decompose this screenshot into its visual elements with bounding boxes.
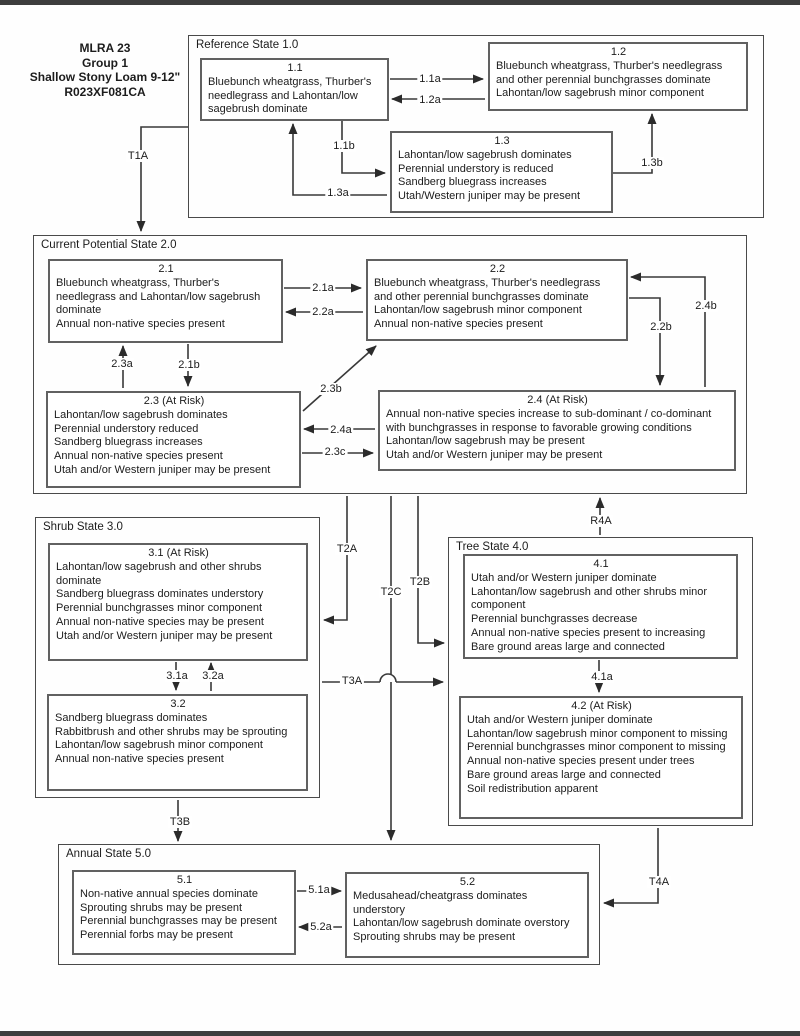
pathway-label-2-4a: 2.4a: [330, 424, 352, 436]
node-text-line: Medusahead/cheatgrass dominates understory: [353, 889, 528, 916]
transition-label-t2b: T2B: [409, 576, 431, 588]
node-title: 2.1: [158, 263, 174, 275]
pathway-label-1-1a: 1.1a: [419, 73, 441, 85]
header-site-name: Shallow Stony Loam 9-12": [29, 70, 181, 84]
node-text-line: Lahontan/low sagebrush minor component: [496, 87, 704, 100]
node-title: 1.2: [610, 46, 627, 58]
node-text-line: Perennial understory reduced: [54, 422, 199, 435]
pathway-label-2-3b: 2.3b: [320, 383, 342, 395]
node-text-line: Sandberg bluegrass increases: [54, 436, 203, 449]
pathway-2-2b-line: [629, 298, 660, 385]
node-text-line: Annual non-native species increase to sub-dominant / co-dominant with bunchgrasses in response to favorable growing conditions: [386, 407, 712, 434]
node-title: 5.2: [459, 876, 476, 888]
node-title: 2.3 (At Risk): [143, 395, 205, 407]
node-text-line: Utah and/or Western juniper may be present: [386, 449, 603, 462]
state-label: Tree State 4.0: [456, 541, 529, 553]
node-title: 4.1: [593, 558, 609, 570]
node-text-line: Annual non-native species present: [374, 318, 543, 331]
node-text-line: Utah and/or Western juniper may be present: [54, 463, 271, 476]
node-text-line: Lahontan/low sagebrush minor component: [374, 304, 582, 317]
node-title: 2.2: [489, 263, 506, 275]
node-text-line: Annual non-native species present: [55, 753, 224, 766]
node-text-line: Sprouting shrubs may be present: [80, 901, 243, 914]
state-label: Annual State 5.0: [66, 848, 152, 860]
node-title: 3.1 (At Risk): [148, 547, 209, 559]
pathway-label-1-1b: 1.1b: [333, 140, 355, 152]
node-text-line: Annual non-native species present: [54, 450, 223, 463]
pathway-label-1-3a: 1.3a: [327, 187, 349, 199]
pathway-label-1-2a: 1.2a: [419, 94, 441, 106]
node-text-line: Annual non-native species present under trees: [467, 755, 695, 768]
node-title: 4.2 (At Risk): [571, 700, 632, 712]
header-site-id: R023XF081CA: [64, 84, 146, 99]
node-text-line: Soil redistribution apparent: [467, 782, 598, 795]
state-label: Current Potential State 2.0: [41, 239, 177, 251]
node-text-line: Bluebunch wheatgrass, Thurber's needlegrass and other perennial bunchgrasses dominate: [374, 276, 601, 303]
node-text-line: Sandberg bluegrass dominates understory: [56, 588, 264, 601]
pathway-label-3-1a: 3.1a: [166, 670, 188, 682]
pathway-label-2-2b: 2.2b: [650, 321, 672, 333]
node-text-line: Perennial bunchgrasses decrease: [471, 613, 638, 626]
transition-label-t2a: T2A: [336, 543, 358, 555]
node-title: 3.2: [170, 698, 186, 710]
state-label: Shrub State 3.0: [43, 521, 123, 533]
pathway-label-2-3a: 2.3a: [111, 358, 133, 370]
node-title: 2.4 (At Risk): [527, 394, 588, 406]
transition-t2b-line: [418, 496, 444, 643]
node-title: 5.1: [176, 874, 193, 886]
node-text-line: Sandberg bluegrass dominates: [55, 711, 208, 724]
transition-t2a-line: [324, 496, 347, 620]
pathway-label-1-3b: 1.3b: [641, 157, 663, 169]
node-text-line: Bluebunch wheatgrass, Thurber's needlegrass and Lahontan/low sagebrush dominate: [56, 276, 261, 317]
node-text-line: Perennial bunchgrasses may be present: [80, 915, 277, 928]
node-text-line: Bare ground areas large and connected: [467, 768, 661, 781]
node-text-line: Lahontan/low sagebrush minor component: [55, 739, 263, 752]
node-text-line: Annual non-native species present: [56, 318, 225, 331]
restoration-label-r4a: R4A: [590, 515, 612, 527]
transition-t1a-line: [141, 127, 188, 231]
transition-t3a-hop: [380, 674, 396, 682]
node-text-line: Perennial forbs may be present: [80, 929, 233, 942]
transition-label-t3a: T3A: [341, 675, 363, 687]
transition-label-t3b: T3B: [169, 816, 191, 828]
node-text-line: Sprouting shrubs may be present: [353, 931, 516, 944]
node-text-line: Utah/Western juniper may be present: [398, 190, 580, 203]
node-text-line: Lahontan/low sagebrush and other shrubs dominate: [56, 560, 262, 587]
pathway-label-4-1a: 4.1a: [591, 671, 613, 683]
node-text-line: Perennial bunchgrasses minor component: [56, 602, 263, 615]
header-group: Group 1: [81, 55, 128, 70]
pathway-label-5-1a: 5.1a: [308, 884, 330, 896]
pathway-label-2-1a: 2.1a: [312, 282, 334, 294]
pathway-label-2-2a: 2.2a: [312, 306, 334, 318]
node-text-line: Bluebunch wheatgrass, Thurber's needlegrass and Lahontan/low sagebrush dominate: [208, 75, 372, 116]
pathway-label-2-4b: 2.4b: [695, 300, 717, 312]
pathway-label-5-2a: 5.2a: [310, 921, 332, 933]
pathway-2-3b-line: [303, 346, 376, 411]
pathway-label-3-2a: 3.2a: [202, 670, 224, 682]
node-text-line: Lahontan/low sagebrush dominates: [398, 148, 572, 161]
node-text-line: Rabbitbrush and other shrubs may be sprouting: [55, 725, 288, 738]
node-text-line: Lahontan/low sagebrush may be present: [386, 435, 585, 448]
transition-label-t4a: T4A: [648, 876, 670, 888]
node-text-line: Annual non-native species may be present: [56, 615, 264, 628]
node-text-line: Sandberg bluegrass increases: [398, 176, 547, 189]
node-text-line: Utah and/or Western juniper dominate: [471, 571, 657, 584]
node-text-line: Non-native annual species dominate: [80, 887, 258, 900]
node-text-line: Perennial understory is reduced: [398, 162, 554, 175]
transition-t4a-line: [604, 828, 658, 903]
transition-label-t2c: T2C: [380, 586, 402, 598]
node-text-line: Lahontan/low sagebrush minor component to missing: [467, 727, 728, 740]
node-text-line: Lahontan/low sagebrush and other shrubs minor component: [471, 585, 708, 612]
pathway-1-3a-line: [293, 124, 387, 195]
node-text-line: Perennial bunchgrasses minor component to missing: [467, 741, 726, 754]
node-text-line: Lahontan/low sagebrush dominate overstory: [353, 917, 570, 930]
node-title: 1.3: [494, 135, 510, 147]
pathway-label-2-3c: 2.3c: [324, 446, 346, 458]
node-text-line: Utah and/or Western juniper dominate: [467, 713, 653, 726]
state-label: Reference State 1.0: [196, 39, 299, 51]
node-text-line: Lahontan/low sagebrush dominates: [54, 408, 228, 421]
node-text-line: Annual non-native species present to increasing: [471, 626, 706, 639]
transition-label-t1a: T1A: [127, 150, 149, 162]
node-title: 1.1: [287, 62, 303, 74]
node-text-line: Utah and/or Western juniper may be present: [56, 629, 273, 642]
node-text-line: Bare ground areas large and connected: [471, 640, 665, 653]
node-text-line: Bluebunch wheatgrass, Thurber's needlegrass and other perennial bunchgrasses dominate: [496, 59, 723, 86]
header-mlra: MLRA 23: [79, 41, 131, 55]
pathway-label-2-1b: 2.1b: [178, 359, 200, 371]
